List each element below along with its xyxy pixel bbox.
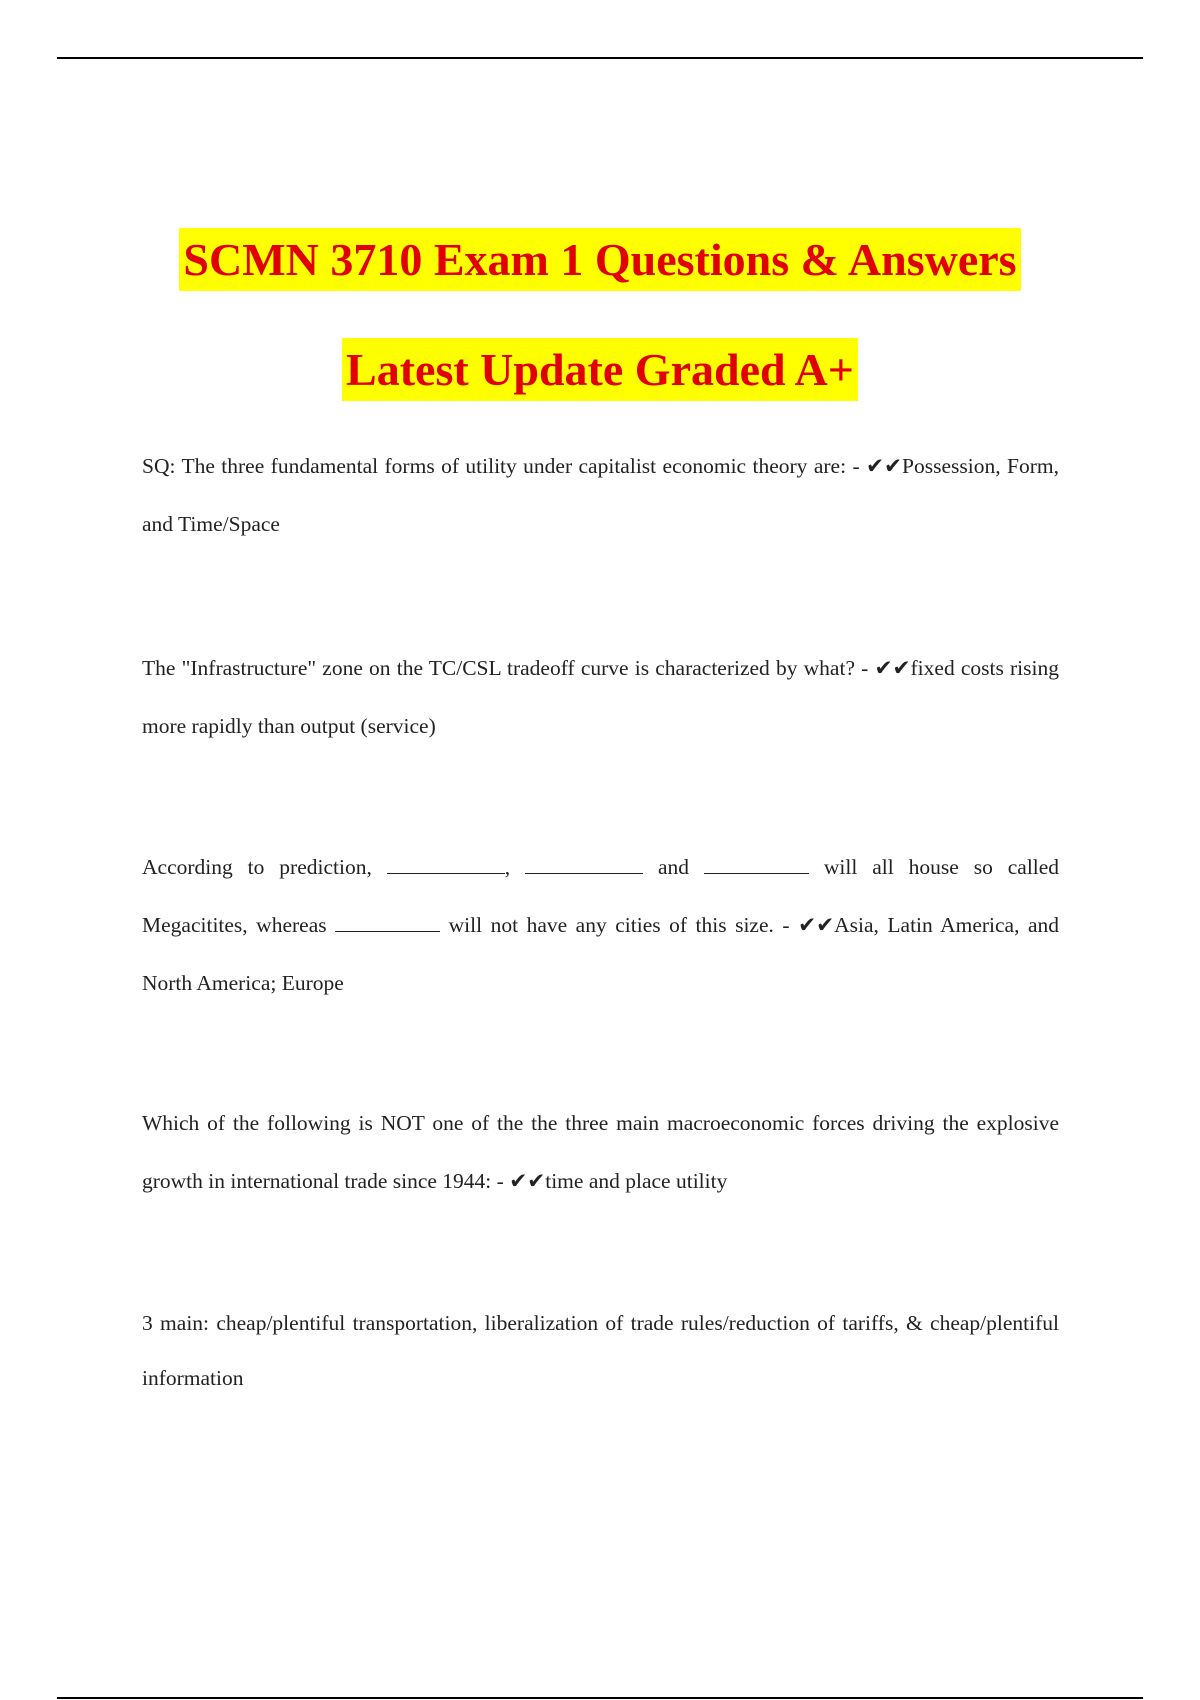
blank-comma: , [504,855,511,879]
check-mark-icon: ✔✔ [866,454,903,478]
title-line-2 [0,315,1200,425]
check-mark-icon: ✔✔ [798,913,835,937]
qa-entry-4 [142,1094,1059,1210]
question-text: SQ: The three fundamental forms of utility under capitalist economic theory are: - [142,454,860,478]
answer-text: fixed costs rising more rapidly than output (service) [142,656,1059,738]
document-title [0,205,1200,425]
check-mark-icon: ✔✔ [509,1169,546,1193]
question-text-part-3: will all house so called Megacitites, whereas [142,855,1060,937]
fill-in-blank [387,853,505,874]
qa-entry-1 [142,437,1059,553]
title-text-2: Latest Update Graded A+ [342,338,858,401]
check-mark-icon: ✔✔ [874,656,911,680]
qa-entry-3 [142,838,1059,1012]
fill-in-blank [335,911,440,932]
bottom-rule [57,1697,1143,1699]
qa-entry-5 [142,1296,1059,1406]
title-text-1: SCMN 3710 Exam 1 Questions & Answers [179,228,1020,291]
question-text-part-1: According to prediction, [142,855,372,879]
question-text-part-4: will not have any cities of this size. - [448,913,790,937]
note-text: 3 main: cheap/plentiful transportation, liberalization of trade rules/reduction of tariffs, & cheap/plentiful information [142,1311,1059,1390]
qa-entry-2 [142,639,1059,755]
top-rule [57,57,1143,59]
question-text: Which of the following is NOT one of the the three main macroeconomic forces driving the explosive growth in international trade since 1944: - [142,1111,1059,1193]
answer-text: time and place utility [545,1169,728,1193]
answer-text: Possession, Form, and Time/Space [142,454,1059,536]
answer-text: Asia, Latin America, and North America; Europe [142,913,1060,995]
question-text: The "Infrastructure" zone on the TC/CSL tradeoff curve is characterized by what? - [142,656,869,680]
question-text-part-2: and [657,855,690,879]
fill-in-blank [704,853,809,874]
title-line-1 [0,205,1200,315]
fill-in-blank [525,853,643,874]
